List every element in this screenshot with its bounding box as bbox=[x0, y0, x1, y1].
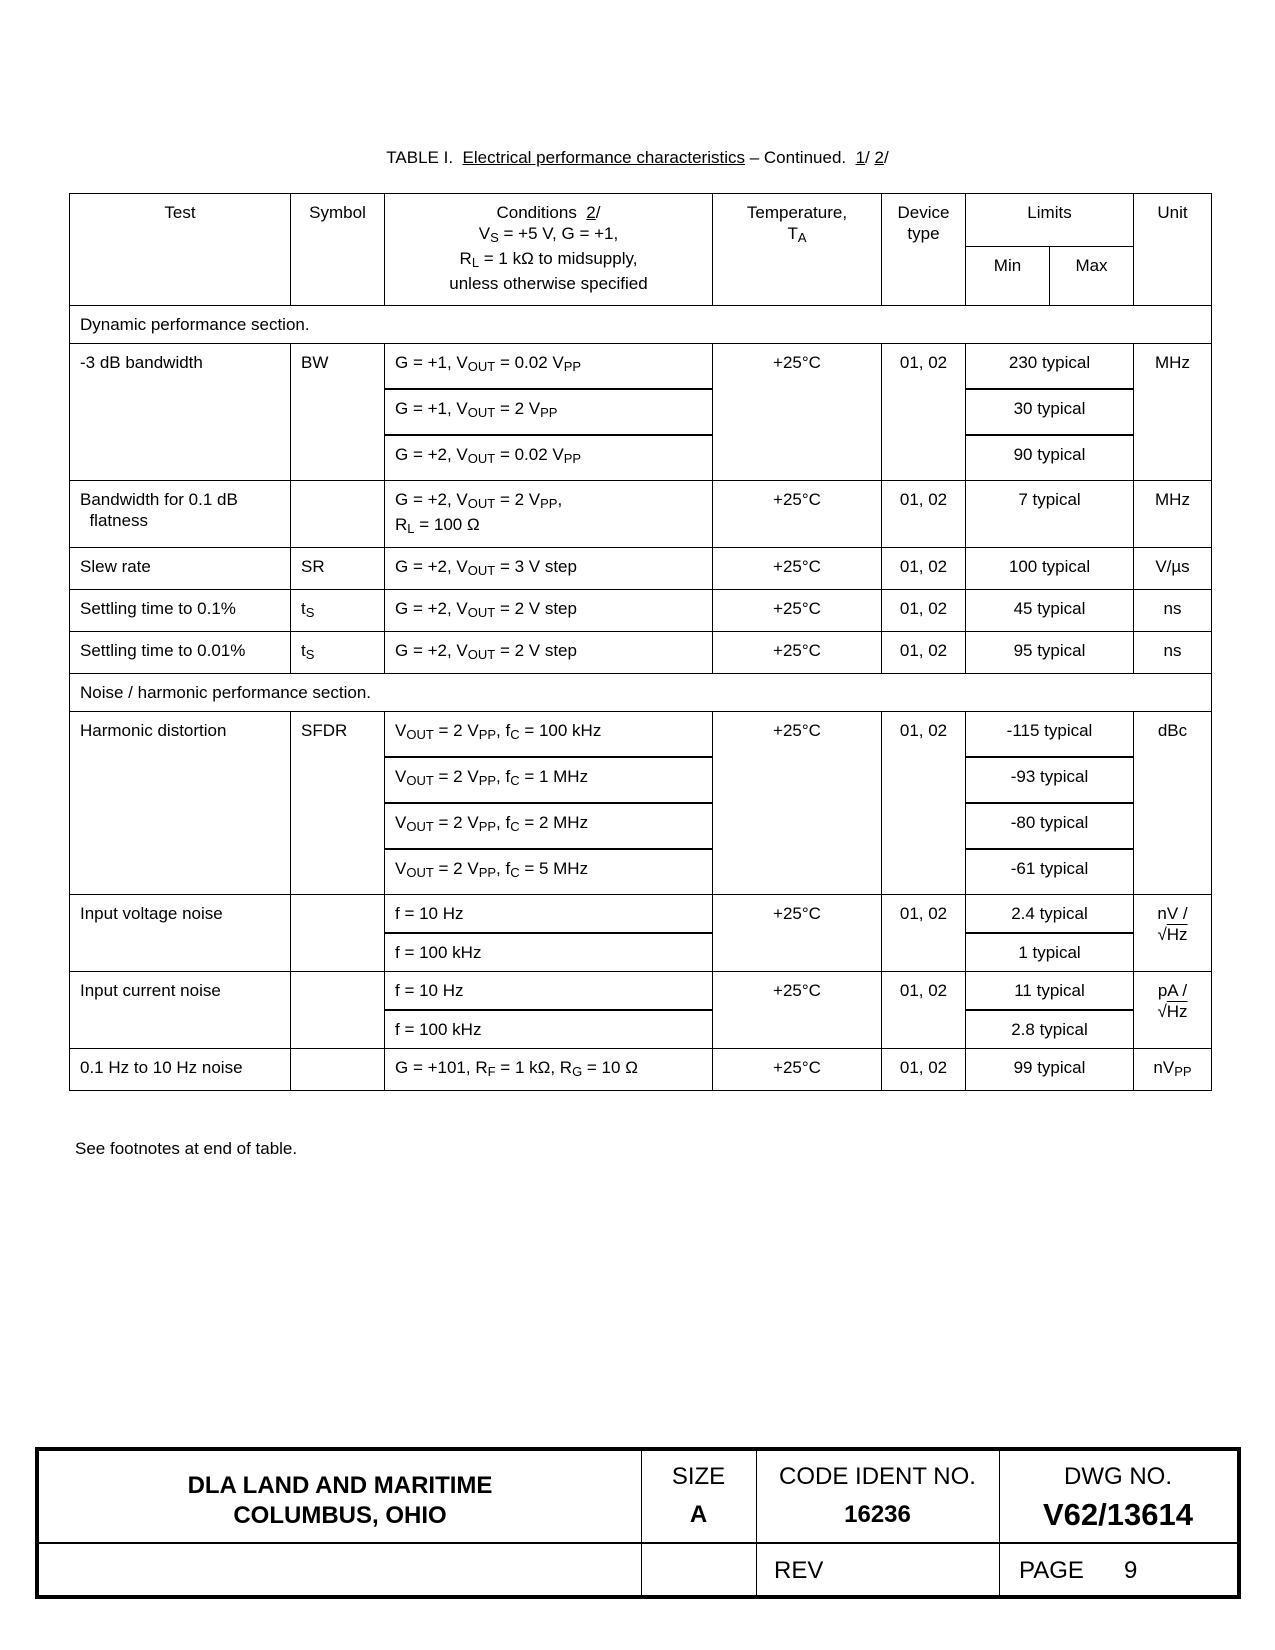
section-dynamic: Dynamic performance section. bbox=[70, 306, 1212, 344]
caption-prefix: TABLE I. bbox=[386, 148, 454, 167]
dwg-no-value: V62/13614 bbox=[1043, 1497, 1193, 1532]
table-row: Slew rate SR G = +2, $V_{OUT} = 3$ V step +25°C 01, 02 100 typical V/µs bbox=[70, 548, 1212, 590]
code-ident-value: 16236 bbox=[844, 1501, 911, 1528]
header-conditions: Conditions 2/ $V_S = +5$ V, G = +1, $R_L = 1$ kΩ to midsupply, unless otherwise specified bbox=[385, 194, 713, 306]
caption-suffix: – Continued. bbox=[749, 148, 847, 167]
caption-title: Electrical performance characteristics bbox=[462, 148, 745, 167]
table-caption: TABLE I. Electrical performance characteristics – Continued. 1/ 2/ bbox=[386, 148, 889, 167]
header-min: Min bbox=[966, 247, 1050, 306]
footnote-ref-1: 1 bbox=[855, 148, 866, 167]
table-row: 0.1 Hz to 10 Hz noise G = +101, $R_F = 1$ kΩ, $R_G = 10$ Ω +25°C 01, 02 99 typical $nV_{PP}$ bbox=[70, 1049, 1212, 1091]
electrical-characteristics-table: Test Symbol Conditions 2/ $V_S = +5$ V, G = +1, $R_L = 1$ kΩ to midsupply, unless otherwise specified Temperature, $T_A$ Device type Limits Unit Min Max Dynamic performance section. -3 dB bandwidth BW G = +1, $V_{OUT} = 0.02$ $V_{PP}$ +25°C 01, 02 230 typical MHz G = +1, $V_{OUT} = 2$ $V_{PP}$ 30 typical G = +2, $V_{OUT} = 0.02$ $V_{PP}$ 90 typical Bandwidth for 0.1 dB flatness G = +2, $V_{OUT} = 2$ $V_{PP}$, $R_L = 100$ Ω +25°C 01, 02 7 typical MHz Slew rate SR G = +2, $V_{OUT} = 3$ V step +25°C 01, 02 100 typical V/µs Settling time to 0.1% $t_S$ G = +2, $V_{OUT} = 2$ V step +25°C 01, 02 45 typical ns Settling time to 0.01% $t_S$ G = +2, $V_{OUT} = 2$ V step +25°C 01, 02 95 typical ns Noise / harmonic performance section. Harmonic distortion SFDR $V_{OUT} = 2$ $V_{PP}$, $f_C = 100$ kHz +25°C 01, 02 -115 typical dBc $V_{OUT} = 2$ $V_{PP}$, $f_C = 1$ MHz -93 typical $V_{OUT} = 2$ $V_{PP}$, $f_C = 2$ MHz -80 typical $V_{OUT} = 2$ $V_{PP}$, $f_C = 5$ MHz -61 typical Input voltage noise f = 10 Hz +25°C 01, 02 2.4 typical nV / √Hz f = 100 kHz 1 typical Input current noise f = 10 Hz +25°C 01, 02 11 typical pA / √Hz f = 100 kHz 2.8 typical 0.1 Hz to 10 Hz noise G = +101, $R_F = 1$ kΩ, $R_G = 10$ Ω +25°C 01, 02 99 typical $nV_{PP}$ bbox=[69, 193, 1212, 1091]
table-row: Harmonic distortion SFDR $V_{OUT} = 2$ $V_{PP}$, $f_C = 100$ kHz +25°C 01, 02 -115 typical dBc bbox=[70, 712, 1212, 758]
page-number: PAGE 9 bbox=[1019, 1557, 1138, 1584]
size-value: A bbox=[689, 1501, 708, 1528]
table-row: -3 dB bandwidth BW G = +1, $V_{OUT} = 0.02$ $V_{PP}$ +25°C 01, 02 230 typical MHz bbox=[70, 344, 1212, 390]
header-symbol: Symbol bbox=[291, 194, 385, 306]
section-row bbox=[70, 674, 1212, 712]
section-row bbox=[70, 306, 1212, 344]
footnote-ref-2: 2 bbox=[874, 148, 884, 167]
table-row: Input voltage noise f = 10 Hz +25°C 01, 02 2.4 typical nV / √Hz bbox=[70, 895, 1212, 934]
header-limits: Limits bbox=[966, 194, 1134, 247]
section-noise: Noise / harmonic performance section. bbox=[70, 674, 1212, 712]
table-row: Settling time to 0.1% $t_S$ G = +2, $V_{OUT} = 2$ V step +25°C 01, 02 45 typical ns bbox=[70, 590, 1212, 632]
table-row: Input current noise f = 10 Hz +25°C 01, 02 11 typical pA / √Hz bbox=[70, 972, 1212, 1011]
size-label: SIZE bbox=[671, 1463, 726, 1490]
code-ident-label: CODE IDENT NO. bbox=[779, 1463, 976, 1490]
rev-label: REV bbox=[774, 1557, 824, 1584]
header-row bbox=[70, 194, 1212, 247]
header-test: Test bbox=[70, 194, 291, 306]
org-name: DLA LAND AND MARITIME COLUMBUS, OHIO bbox=[187, 1472, 493, 1529]
title-block bbox=[35, 1447, 1241, 1599]
header-temperature: Temperature, $T_A$ bbox=[713, 194, 882, 306]
dwg-no-label: DWG NO. bbox=[1064, 1463, 1172, 1490]
table-row: Bandwidth for 0.1 dB flatness G = +2, $V_{OUT} = 2$ $V_{PP}$, $R_L = 100$ Ω +25°C 01, 02 7 typical MHz bbox=[70, 481, 1212, 548]
footnote-note: See footnotes at end of table. bbox=[75, 1139, 298, 1158]
header-device-type: Device type bbox=[882, 194, 966, 306]
table-row: Settling time to 0.01% $t_S$ G = +2, $V_{OUT} = 2$ V step +25°C 01, 02 95 typical ns bbox=[70, 632, 1212, 674]
header-unit: Unit bbox=[1134, 194, 1212, 306]
header-max: Max bbox=[1050, 247, 1134, 306]
